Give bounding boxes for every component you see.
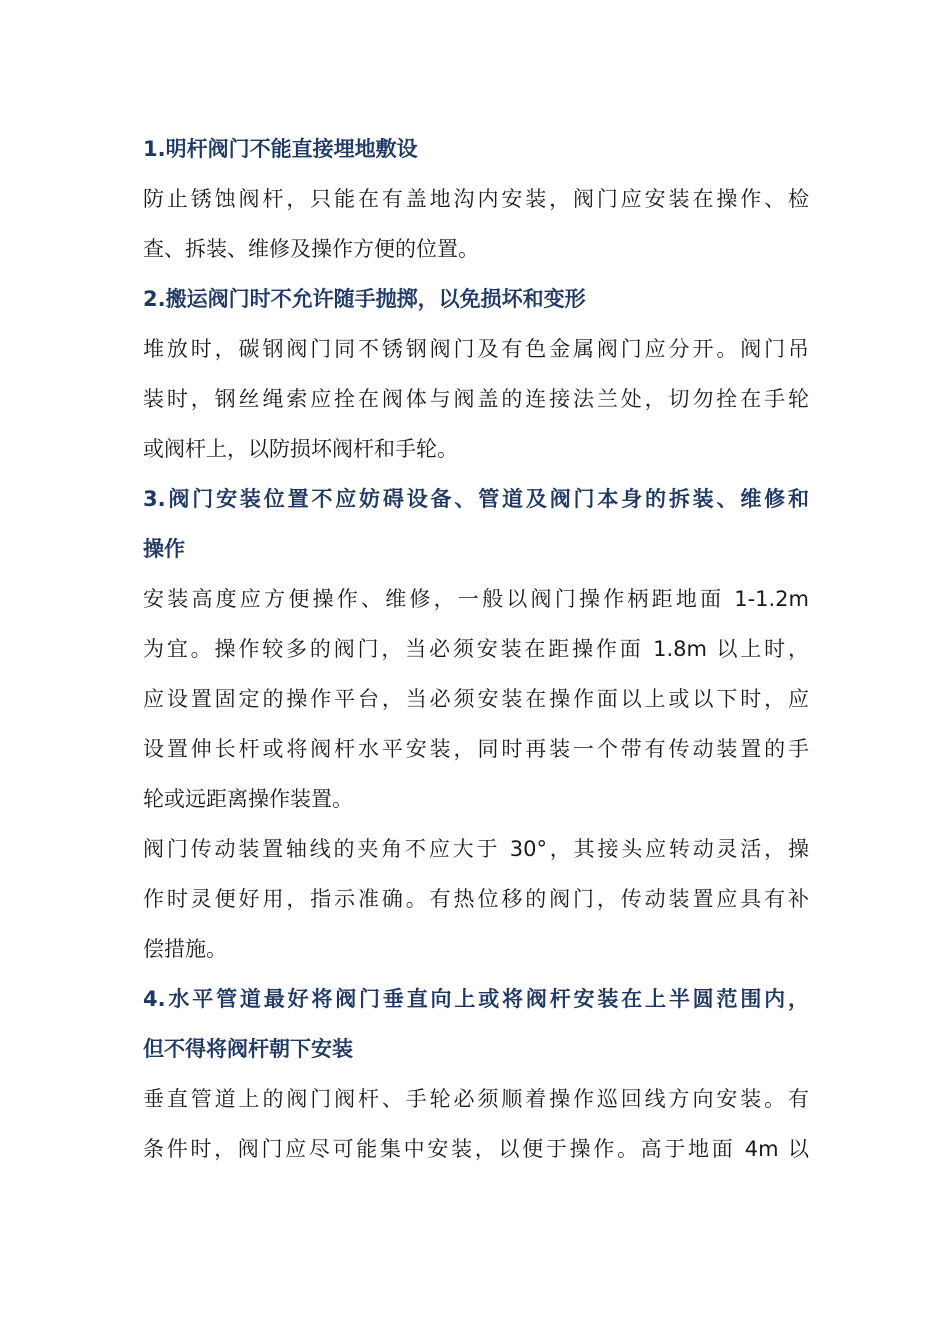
paragraph-line: 轮或远距离操作装置。 xyxy=(143,787,353,811)
section-2-heading xyxy=(143,274,809,324)
paragraph-line: 或阀杆上，以防损坏阀杆和手轮。 xyxy=(143,437,458,461)
section-3-paragraph-1 xyxy=(143,574,809,824)
paragraph-line: 查、拆装、维修及操作方便的位置。 xyxy=(143,237,479,261)
heading-line: 2.搬运阀门时不允许随手抛掷，以免损坏和变形 xyxy=(143,287,586,311)
paragraph-line: 堆放时，碳钢阀门同不锈钢阀门及有色金属阀门应分开。阀门吊 xyxy=(143,337,809,361)
paragraph-line: 防止锈蚀阀杆，只能在有盖地沟内安装，阀门应安装在操作、检 xyxy=(143,187,809,211)
paragraph-line: 阀门传动装置轴线的夹角不应大于 30°，其接头应转动灵活，操 xyxy=(143,837,809,861)
section-3-paragraph-2 xyxy=(143,824,809,974)
section-1-heading xyxy=(143,124,809,174)
heading-line: 1.明杆阀门不能直接埋地敷设 xyxy=(143,137,418,161)
paragraph-line: 偿措施。 xyxy=(143,937,227,961)
paragraph-line: 条件时，阀门应尽可能集中安装，以便于操作。高于地面 4m 以 xyxy=(143,1137,809,1161)
paragraph-line: 作时灵便好用，指示准确。有热位移的阀门，传动装置应具有补 xyxy=(143,887,809,911)
section-4-heading xyxy=(143,974,809,1074)
heading-line: 4.水平管道最好将阀门垂直向上或将阀杆安装在上半圆范围内， xyxy=(143,987,809,1011)
section-2-paragraph-1 xyxy=(143,324,809,474)
section-4-paragraph-1 xyxy=(143,1074,809,1174)
paragraph-line: 安装高度应方便操作、维修，一般以阀门操作柄距地面 1-1.2m xyxy=(143,587,809,611)
section-1-paragraph-1 xyxy=(143,174,809,274)
paragraph-line: 应设置固定的操作平台，当必须安装在操作面以上或以下时，应 xyxy=(143,687,809,711)
heading-line: 3.阀门安装位置不应妨碍设备、管道及阀门本身的拆装、维修和 xyxy=(143,487,809,511)
heading-line: 但不得将阀杆朝下安装 xyxy=(143,1037,353,1061)
paragraph-line: 垂直管道上的阀门阀杆、手轮必须顺着操作巡回线方向安装。有 xyxy=(143,1087,809,1111)
paragraph-line: 装时，钢丝绳索应拴在阀体与阀盖的连接法兰处，切勿拴在手轮 xyxy=(143,387,809,411)
section-3-heading xyxy=(143,474,809,574)
heading-line: 操作 xyxy=(143,537,185,561)
paragraph-line: 为宜。操作较多的阀门，当必须安装在距操作面 1.8m 以上时， xyxy=(143,637,809,661)
document-page xyxy=(143,124,809,1174)
paragraph-line: 设置伸长杆或将阀杆水平安装，同时再装一个带有传动装置的手 xyxy=(143,737,809,761)
